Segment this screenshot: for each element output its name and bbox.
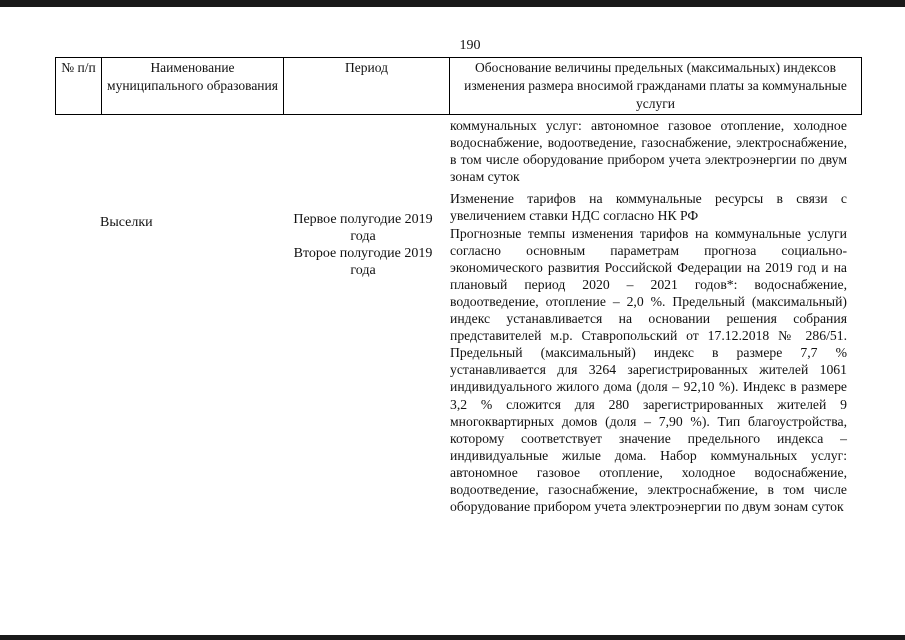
- period-column: [293, 211, 433, 279]
- header-basis: Обоснование величины предельных (максимальных) индексов изменения размера вносимой гражданами платы за коммунальные услуги: [449, 58, 861, 114]
- top-border: [0, 0, 905, 7]
- basis-first-half: Изменение тарифов на коммунальные ресурсы в связи с увеличением ставки НДС согласно НК РФ: [450, 191, 847, 224]
- basis-second-half: Прогнозные темпы изменения тарифов на коммунальные услуги согласно основным параметрам прогноза социально-экономического развития Российской Федерации на 2019 год и на плановый период 2020 – 2021 годов*: водоснабжение, водоотведение, отопление – 2,0 %. Предельный (максимальный) индекс устанавливается на основании решения собрания представителей м.р. Ставропольский от 17.12.2018 № 286/51. Предельный (максимальный) индекс в размере 7,7 % устанавливается для 3264 зарегистрированных жителей 1061 индивидуального жилого дома (доля – 92,10 %). Индекс в размере 3,2 % сложится для 280 зарегистрированных жителей 9 многоквартирных домов (доля – 7,90 %). Тип благоустройства, которому соответствует значение предельного индекса – индивидуальные жилые дома. Набор коммунальных услуг: автономное газовое отопление, холодное водоснабжение, водоотведение, газоснабжение, электроснабжение, в том числе оборудование прибором учета электроэнергии по двум зонам суток: [450, 225, 847, 515]
- period-second-half: Второе полугодие 2019 года: [293, 246, 433, 278]
- basis-column: [450, 117, 847, 515]
- bottom-border: [0, 635, 905, 640]
- header-period: Период: [283, 58, 449, 114]
- municipality-name: Выселки: [100, 215, 153, 230]
- period-first-half: Первое полугодие 2019 года: [293, 212, 433, 244]
- header-municipality: Наименование муниципального образования: [101, 58, 283, 114]
- continuation-text: коммунальных услуг: автономное газовое отопление, холодное водоснабжение, водоотведение, газоснабжение, электроснабжение, в том числе оборудование прибором учета электроэнергии по двум зонам суток: [450, 118, 847, 185]
- table-header: [55, 57, 862, 115]
- page-number: 190: [459, 38, 481, 53]
- header-number: № п/п: [61, 60, 96, 75]
